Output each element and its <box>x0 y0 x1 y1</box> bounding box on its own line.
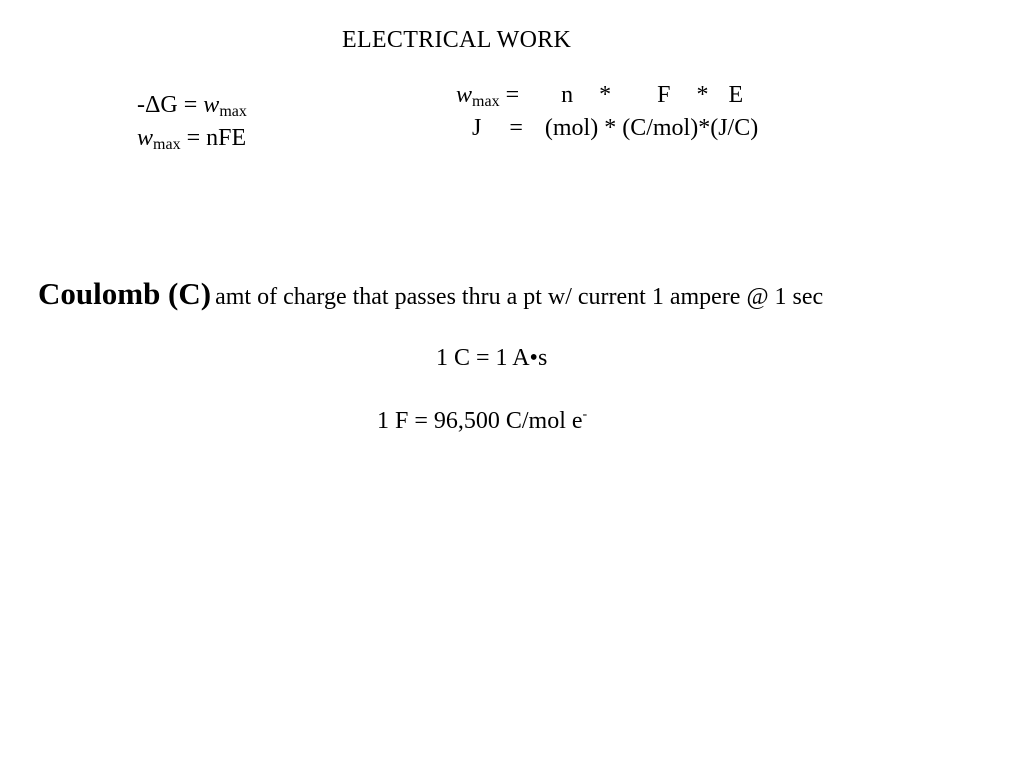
coulomb-term: Coulomb (C) <box>38 276 212 311</box>
max-subscript: max <box>153 136 181 153</box>
faraday-constant <box>377 407 587 435</box>
max-subscript: max <box>472 93 500 110</box>
free-energy-equation <box>137 92 247 121</box>
multiply-operator: * <box>599 82 612 108</box>
unit-expression: (mol) * (C/mol)*(J/C) <box>544 115 759 141</box>
work-formula-units <box>472 115 758 142</box>
coulomb-description: amt of charge that passes thru a pt w/ current 1 ampere @ 1 sec <box>215 284 824 310</box>
electron-charge-superscript: - <box>582 407 588 422</box>
equals-sign: = <box>499 82 520 108</box>
n-term: n <box>561 82 574 108</box>
max-subscript: max <box>219 103 247 120</box>
work-variable: w <box>456 82 473 108</box>
equals-sign: = <box>509 115 523 141</box>
joule-unit: J <box>472 115 482 141</box>
work-formula-terms <box>456 82 743 111</box>
slide-title: ELECTRICAL WORK <box>342 27 572 53</box>
coulomb-definition <box>38 276 823 312</box>
multiply-operator: * <box>696 82 709 108</box>
f-term: F <box>657 82 671 108</box>
faraday-text: 1 F = 96,500 C/mol e <box>377 408 583 434</box>
coulomb-unit-equation: 1 C = 1 A•s <box>436 345 548 371</box>
e-term: E <box>728 82 744 108</box>
work-variable: w <box>137 125 154 151</box>
free-energy-prefix: -ΔG = <box>137 92 204 118</box>
work-variable: w <box>203 92 220 118</box>
nfe-expression: = nFE <box>180 125 247 151</box>
max-work-equation <box>137 125 246 154</box>
